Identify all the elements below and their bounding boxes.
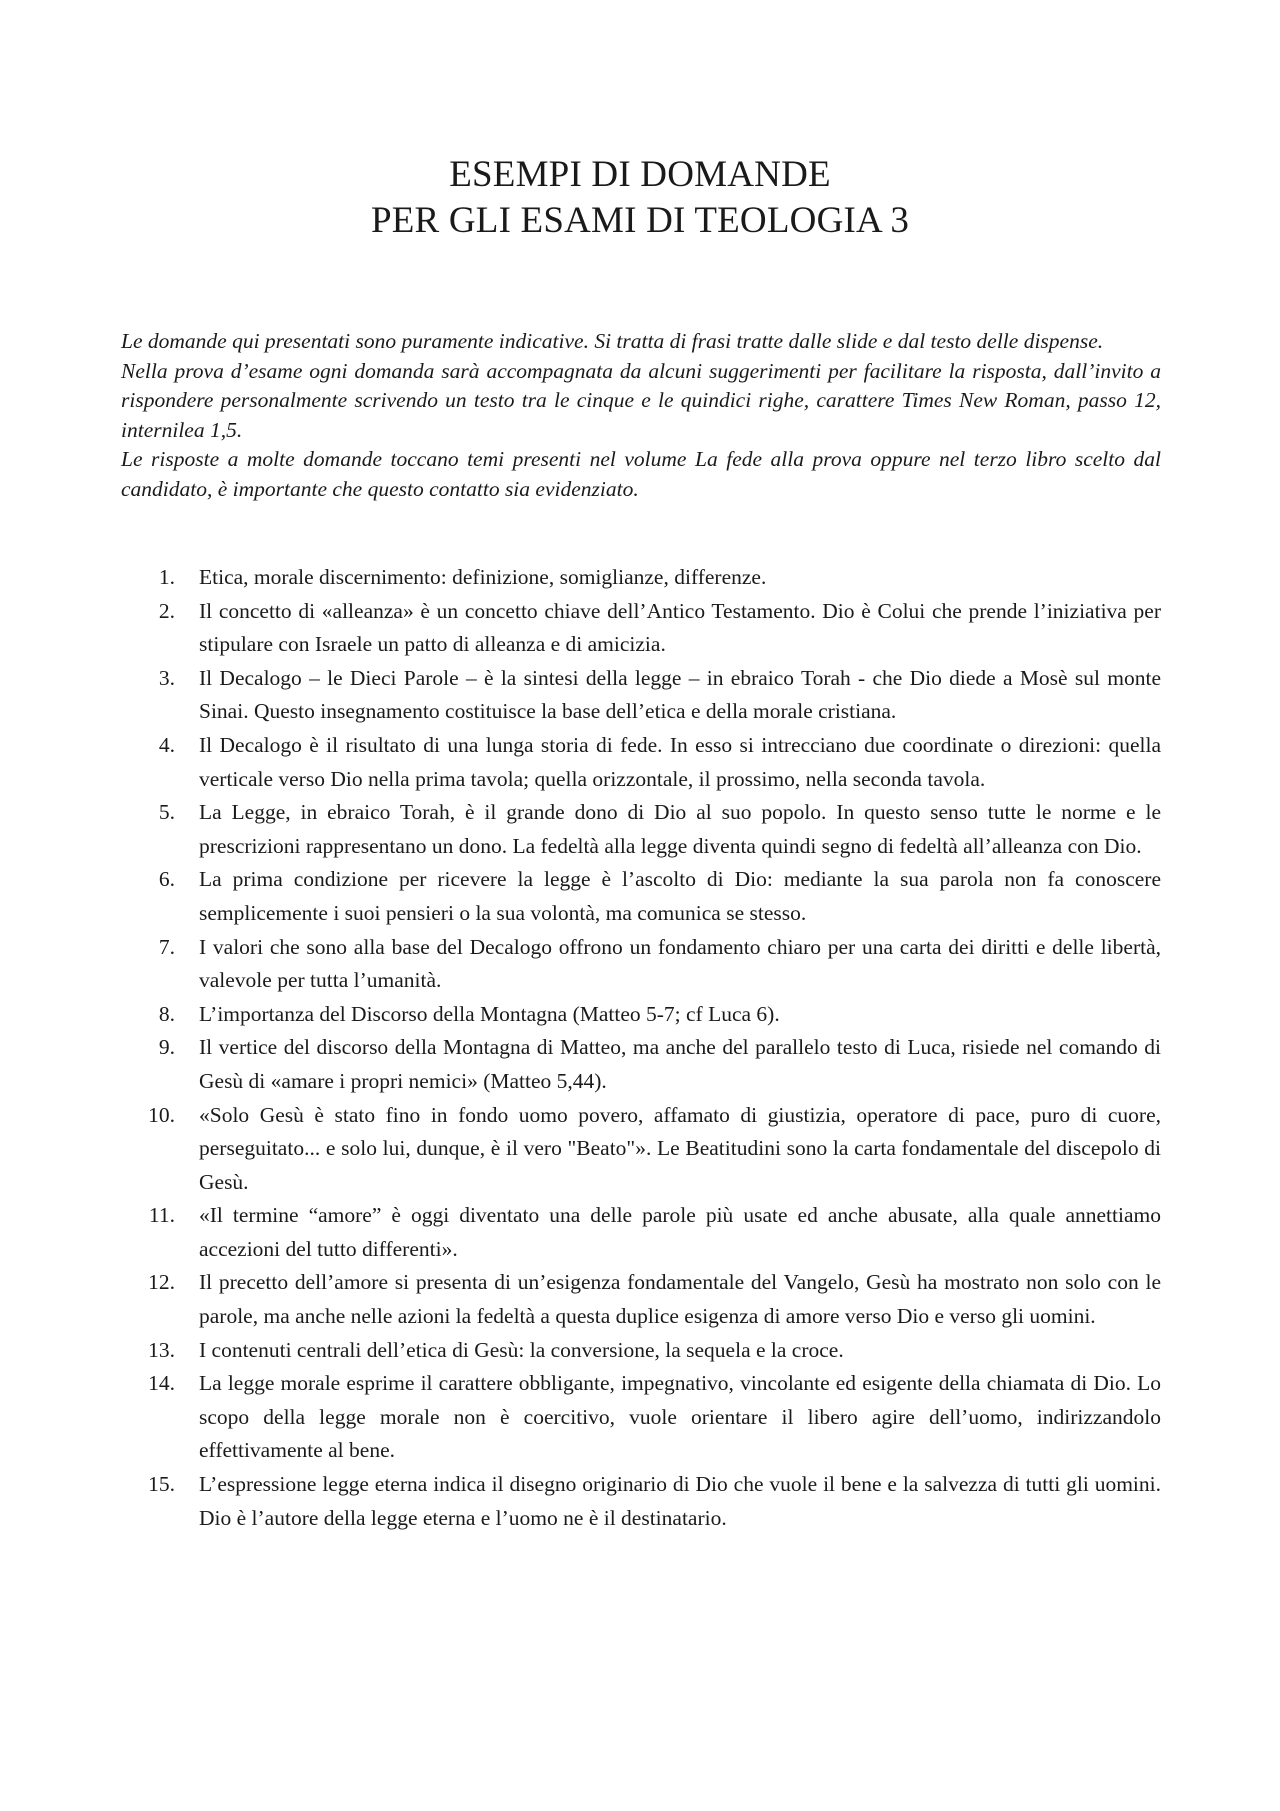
intro-notes	[121, 327, 1161, 504]
intro-paragraph: Le risposte a molte domande toccano temi presenti nel volume La fede alla prova oppure nel terzo libro scelto dal candidato, è importante che questo contatto sia evidenziato.	[121, 447, 1161, 501]
question-text: Il vertice del discorso della Montagna di Matteo, ma anche del parallelo testo di Luca, risiede nel comando di Gesù di «amare i propri nemici» (Matteo 5,44).	[199, 1035, 1161, 1093]
question-number: 3.	[158, 665, 175, 690]
question-number: 9.	[158, 1035, 175, 1060]
question-number: 1.	[158, 565, 175, 589]
question-text: La Legge, in ebraico Torah, è il grande dono di Dio al suo popolo. In questo senso tutte le norme e le prescrizioni rappresentano un dono. La fedeltà alla legge diventa quindi segno di fedeltà all’alleanza con Dio.	[199, 800, 1161, 858]
question-item	[121, 1199, 1161, 1266]
question-number: 7.	[158, 934, 175, 959]
question-item	[121, 595, 1161, 662]
question-number: 8.	[158, 1001, 175, 1026]
question-item	[121, 1031, 1161, 1098]
question-item	[121, 662, 1161, 729]
question-number: 4.	[158, 732, 175, 757]
question-text: Etica, morale discernimento: definizione, somiglianze, differenze.	[199, 565, 767, 589]
question-number: 14.	[148, 1371, 175, 1396]
question-item	[121, 1367, 1161, 1468]
question-number: 10.	[148, 1102, 175, 1127]
intro-paragraph: Nella prova d’esame ogni domanda sarà accompagnata da alcuni suggerimenti per facilitare la risposta, dall’invito a rispondere personalmente scrivendo un testo tra le cinque e le quindici righe, carattere Times New Roman, passo 12, internilea 1,5.	[121, 358, 1161, 442]
question-item	[121, 1334, 1161, 1368]
intro-paragraph: Le domande qui presentati sono puramente indicative. Si tratta di frasi tratte dalle slide e dal testo delle dispense.	[121, 329, 1104, 353]
question-list	[121, 561, 1161, 1535]
question-text: «Il termine “amore” è oggi diventato una delle parole più usate ed anche abusate, alla quale annettiamo accezioni del tutto differenti».	[199, 1203, 1161, 1261]
question-text: I contenuti centrali dell’etica di Gesù: la conversione, la sequela e la croce.	[199, 1337, 844, 1362]
question-text: Il concetto di «alleanza» è un concetto chiave dell’Antico Testamento. Dio è Colui che prende l’iniziativa per stipulare con Israele un patto di alleanza e di amicizia.	[199, 598, 1161, 657]
title-line-1: ESEMPI DI DOMANDE	[449, 154, 831, 195]
question-number: 13.	[148, 1337, 175, 1362]
question-number: 12.	[148, 1270, 175, 1295]
question-text: La prima condizione per ricevere la legge è l’ascolto di Dio: mediante la sua parola non fa conoscere semplicemente i suoi pensieri o la sua volontà, ma comunica se stesso.	[199, 867, 1161, 925]
document-title	[0, 152, 1280, 244]
question-text: La legge morale esprime il carattere obbligante, impegnativo, vincolante ed esigente della chiamata di Dio. Lo scopo della legge morale non è coercitivo, vuole orientare il libero agire dell’uomo, indirizzandolo effettivamente al bene.	[199, 1371, 1161, 1463]
question-text: L’espressione legge eterna indica il disegno originario di Dio che vuole il bene e la salvezza di tutti gli uomini. Dio è l’autore della legge eterna e l’uomo ne è il destinatario.	[199, 1472, 1161, 1530]
question-item	[121, 729, 1161, 796]
question-number: 6.	[158, 867, 175, 892]
question-number: 2.	[158, 598, 175, 623]
title-line-2: PER GLI ESAMI DI TEOLOGIA 3	[370, 200, 910, 241]
question-item	[121, 561, 1161, 595]
question-item	[121, 998, 1161, 1032]
question-number: 15.	[148, 1472, 175, 1497]
question-item	[121, 931, 1161, 998]
question-text: Il precetto dell’amore si presenta di un’esigenza fondamentale del Vangelo, Gesù ha mostrato non solo con le parole, ma anche nelle azioni la fedeltà a questa duplice esigenza di amore verso Dio e verso gli uomini.	[199, 1270, 1161, 1329]
question-item	[121, 796, 1161, 863]
question-item	[121, 1099, 1161, 1200]
question-text: «Solo Gesù è stato fino in fondo uomo povero, affamato di giustizia, operatore di pace, puro di cuore, perseguitato... e solo lui, dunque, è il vero "Beato"». Le Beatitudini sono la carta fondamentale del discepolo di Gesù.	[199, 1102, 1161, 1194]
question-text: I valori che sono alla base del Decalogo offrono un fondamento chiaro per una carta dei diritti e delle libertà, valevole per tutta l’umanità.	[199, 934, 1161, 993]
question-text: L’importanza del Discorso della Montagna (Matteo 5-7; cf Luca 6).	[199, 1001, 780, 1026]
question-item	[121, 863, 1161, 930]
question-number: 5.	[158, 800, 175, 825]
question-item	[121, 1266, 1161, 1333]
question-number: 11.	[148, 1203, 175, 1228]
question-text: Il Decalogo è il risultato di una lunga storia di fede. In esso si intrecciano due coordinate o direzioni: quella verticale verso Dio nella prima tavola; quella orizzontale, il prossimo, nella seconda tavola.	[199, 732, 1161, 791]
question-item	[121, 1468, 1161, 1535]
question-text: Il Decalogo – le Dieci Parole – è la sintesi della legge – in ebraico Torah - che Dio diede a Mosè sul monte Sinai. Questo insegnamento costituisce la base dell’etica e della morale cristiana.	[199, 665, 1161, 724]
